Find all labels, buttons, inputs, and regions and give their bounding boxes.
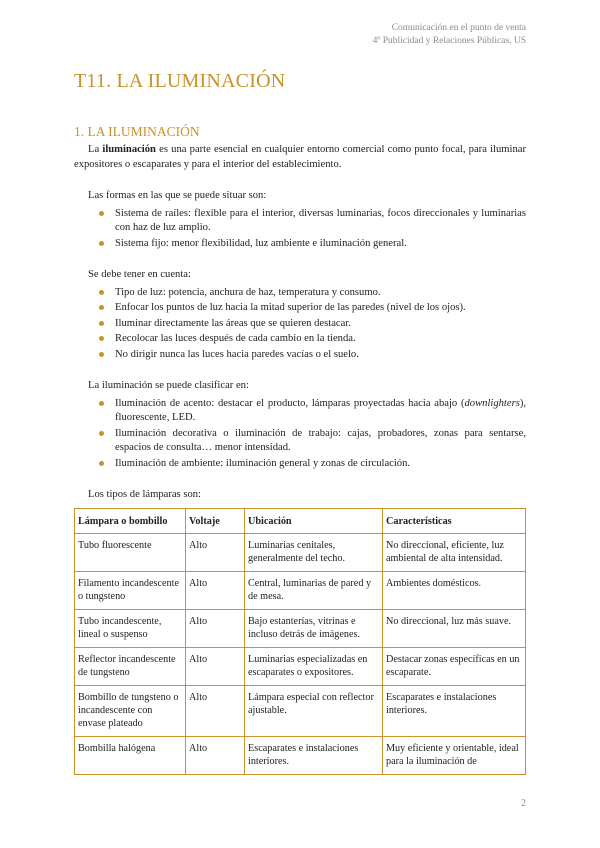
table-row [75, 609, 526, 647]
list-item: Iluminar directamente las áreas que se quieren destacar. [115, 317, 526, 332]
accent-text-pre: Iluminación de acento: destacar el producto, lámparas proyectadas hacia abajo ( [115, 397, 465, 409]
table-cell: Ambientes domésticos. [383, 571, 526, 609]
header-degree: 4º Publicidad y Relaciones Públicas, US [372, 36, 526, 46]
table-cell: Bajo estanterías, vitrinas e incluso detrás de imágenes. [245, 609, 383, 647]
table-cell: Lámpara especial con reflector ajustable. [245, 685, 383, 736]
placement-list [74, 207, 526, 252]
column-header-features: Características [383, 508, 526, 533]
list-item: No dirigir nunca las luces hacia paredes vacías o el suelo. [115, 348, 526, 363]
table-cell: No direccional, luz más suave. [383, 609, 526, 647]
document-title: T11. LA ILUMINACIÓN [74, 70, 286, 92]
list-item: Iluminación decorativa o iluminación de trabajo: cajas, probadores, zonas para sentarse, espacios de consulta… menor intensidad. [115, 427, 526, 456]
table-cell: Alto [186, 533, 245, 571]
page-number: 2 [521, 798, 526, 809]
table-cell: Alto [186, 736, 245, 774]
lamp-types-table [74, 508, 526, 775]
considerations-list [74, 286, 526, 363]
body-content [74, 143, 526, 775]
list-item: Iluminación de ambiente: iluminación general y zonas de circulación. [115, 457, 526, 472]
column-header-voltage: Voltaje [186, 508, 245, 533]
intro-keyword: iluminación [102, 144, 156, 155]
section-title: 1. LA ILUMINACIÓN [74, 124, 200, 139]
intro-text-pre: La [88, 144, 103, 155]
list-item: Sistema fijo: menor flexibilidad, luz ambiente e iluminación general. [115, 237, 526, 252]
table-row [75, 571, 526, 609]
table-cell: Escaparates e instalaciones interiores. [383, 685, 526, 736]
considerations-lead: Se debe tener en cuenta: [88, 269, 191, 280]
table-row [75, 736, 526, 774]
table-cell: Luminarias cenitales, generalmente del techo. [245, 533, 383, 571]
table-row [75, 533, 526, 571]
table-row [75, 647, 526, 685]
intro-text-post: es una parte esencial en cualquier entorno comercial como punto focal, para iluminar expositores o escaparates y para el interior del establecimiento. [74, 144, 526, 170]
placement-lead: Las formas en las que se puede situar son: [88, 190, 267, 201]
list-item: Tipo de luz: potencia, anchura de haz, temperatura y consumo. [115, 286, 526, 301]
table-cell: Alto [186, 647, 245, 685]
table-cell: Luminarias especializadas en escaparates o expositores. [245, 647, 383, 685]
column-header-lamp: Lámpara o bombillo [75, 508, 186, 533]
list-item [115, 397, 526, 426]
column-header-location: Ubicación [245, 508, 383, 533]
table-cell: Tubo incandescente, lineal o suspenso [75, 609, 186, 647]
table-cell: Reflector incandescente de tungsteno [75, 647, 186, 685]
table-cell: Alto [186, 685, 245, 736]
running-header [373, 22, 526, 48]
table-row [75, 685, 526, 736]
table-cell: Bombillo de tungsteno o incandescente con envase plateado [75, 685, 186, 736]
table-cell: Alto [186, 571, 245, 609]
table-cell: Alto [186, 609, 245, 647]
table-cell: Central, luminarias de pared y de mesa. [245, 571, 383, 609]
table-header-row [75, 508, 526, 533]
table-cell: Bombilla halógena [75, 736, 186, 774]
list-item: Recolocar las luces después de cada cambio en la tienda. [115, 332, 526, 347]
table-cell: Tubo fluorescente [75, 533, 186, 571]
table-cell: Muy eficiente y orientable, ideal para la iluminación de [383, 736, 526, 774]
table-cell: Escaparates e instalaciones interiores. [245, 736, 383, 774]
accent-italic-term: downlighters [464, 397, 520, 409]
classification-lead: La iluminación se puede clasificar en: [88, 380, 249, 391]
lamps-lead: Los tipos de lámparas son: [88, 489, 201, 500]
classification-list [74, 397, 526, 472]
table-cell: Filamento incandescente o tungsteno [75, 571, 186, 609]
list-item: Enfocar los puntos de luz hacia la mitad superior de las paredes (nivel de los ojos). [115, 301, 526, 316]
intro-paragraph [74, 143, 526, 172]
accent-text-post: ), fluorescente, LED. [115, 397, 526, 423]
table-cell: Destacar zonas específicas en un escaparate. [383, 647, 526, 685]
header-course: Comunicación en el punto de venta [391, 23, 526, 33]
table-cell: No direccional, eficiente, luz ambiental de alta intensidad. [383, 533, 526, 571]
list-item: Sistema de raíles: flexible para el interior, diversas luminarias, focos direccionales y luminarias con haz de luz amplio. [115, 207, 526, 236]
